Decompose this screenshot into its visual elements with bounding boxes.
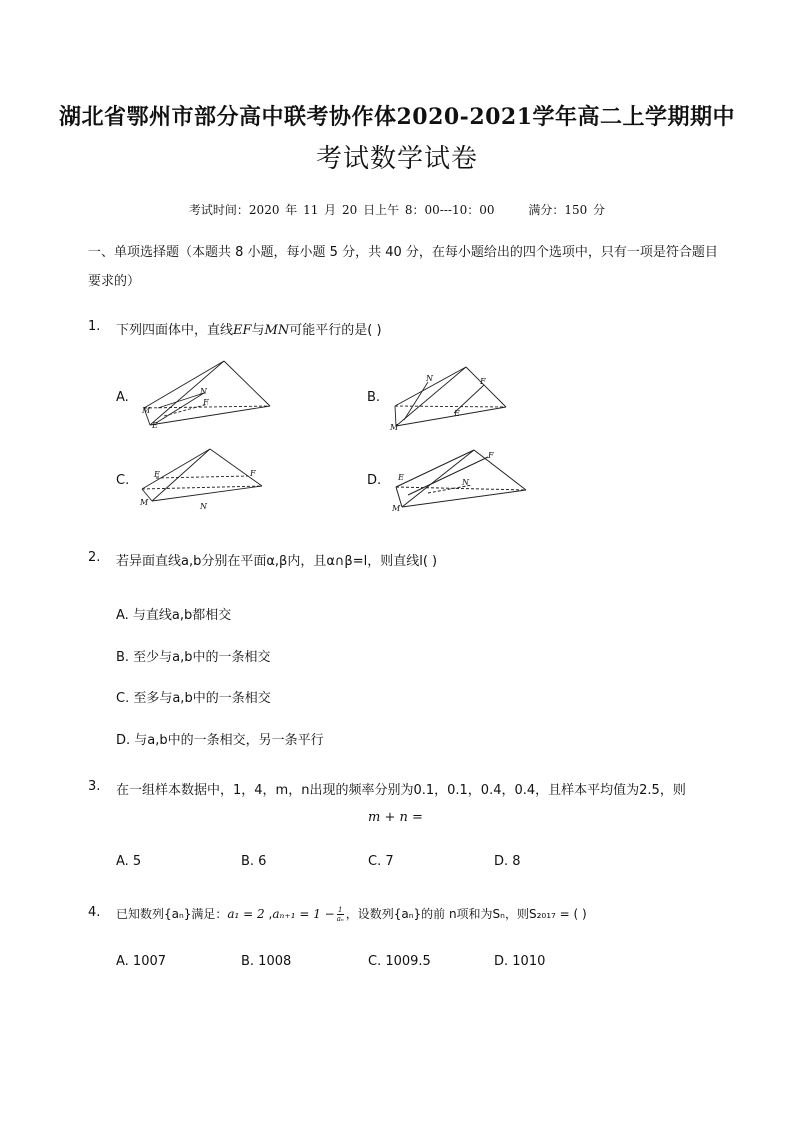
exam-time: 考试时间：2020 年 11 月 20 日上午 8：00---10：00 (188, 203, 495, 217)
fraction: $\frac{1}{\text{aₙ}}$ (336, 906, 344, 923)
point-label-m: M (392, 504, 401, 513)
point-label-e: E (454, 409, 460, 418)
question-2-number: 2. (88, 550, 101, 565)
question-3-number: 3. (88, 779, 101, 794)
point-label-e: E (152, 421, 158, 430)
tetrahedron-figure-d (388, 447, 533, 515)
question-4-option-b: B. 1008 (241, 954, 292, 969)
question-2-option-c: C. 至多与a,b中的一条相交 (116, 691, 271, 706)
page-title-line1: 湖北省鄂州市部分高中联考协作体2020-2021学年高二上学期期中 (58, 104, 736, 130)
figure-label-b: B. (367, 390, 381, 405)
page-title-line2: 考试数学试卷 (315, 144, 478, 174)
point-label-e: E (154, 470, 160, 479)
point-label-n: N (200, 387, 207, 396)
exam-info (0, 201, 794, 218)
question-2-option-b: B. 至少与a,b中的一条相交 (116, 650, 271, 665)
tetrahedron-figure-b (388, 364, 513, 432)
figure-label-c: C. (116, 473, 130, 488)
point-label-e: E (398, 473, 404, 482)
question-1-stem: 下列四面体中，直线EF与MN可能平行的是( ) (116, 323, 382, 338)
point-label-f: F (203, 398, 209, 407)
question-4-stem: 已知数列{aₙ}满足：a₁ = 2 ,aₙ₊₁ = 1 − $\frac{1}{\text{aₙ}}$ ，设数列{aₙ}的前 n项和为Sₙ，则S₂₀₁₇ = ( ) (116, 906, 587, 923)
question-2-option-a: A. 与直线a,b都相交 (116, 608, 232, 623)
figure-label-a: A. (116, 390, 129, 405)
question-4-number: 4. (88, 905, 101, 920)
question-4-option-c: C. 1009.5 (368, 954, 431, 969)
question-4-option-d: D. 1010 (494, 954, 546, 969)
question-3-option-a: A. 5 (116, 854, 142, 869)
question-3-stem: 在一组样本数据中，1，4，m，n出现的频率分别为0.1，0.1，0.4，0.4，且样本平均值为2.5，则 (116, 783, 686, 798)
question-4-option-a: A. 1007 (116, 954, 167, 969)
point-label-n: N (200, 502, 207, 511)
question-2-stem: 若异面直线a,b分别在平面α,β内，且α∩β=l，则直线l( ) (116, 554, 438, 569)
question-3-option-c: C. 7 (368, 854, 394, 869)
point-label-f: F (480, 377, 486, 386)
point-label-f: F (250, 469, 256, 478)
tetrahedron-figure-a (138, 358, 278, 433)
point-label-n: N (426, 374, 433, 383)
point-label-n: N (462, 478, 469, 487)
point-label-m: M (390, 423, 399, 432)
tetrahedron-figure-c (138, 446, 268, 516)
section-heading: 一、单项选择题（本题共 8 小题，每小题 5 分，共 40 分，在每小题给出的四个选项中，只有一项是符合题目要求的） (88, 245, 718, 289)
point-label-m: M (140, 498, 149, 507)
question-3-stem-line2: m + n = (368, 810, 423, 825)
full-score: 满分：150 分 (528, 203, 606, 217)
question-2-option-d: D. 与a,b中的一条相交，另一条平行 (116, 733, 324, 748)
question-3-option-b: B. 6 (241, 854, 267, 869)
question-3-option-d: D. 8 (494, 854, 521, 869)
point-label-f: F (488, 451, 494, 460)
figure-label-d: D. (367, 473, 382, 488)
point-label-m: M (142, 406, 151, 415)
question-1-number: 1. (88, 319, 101, 334)
